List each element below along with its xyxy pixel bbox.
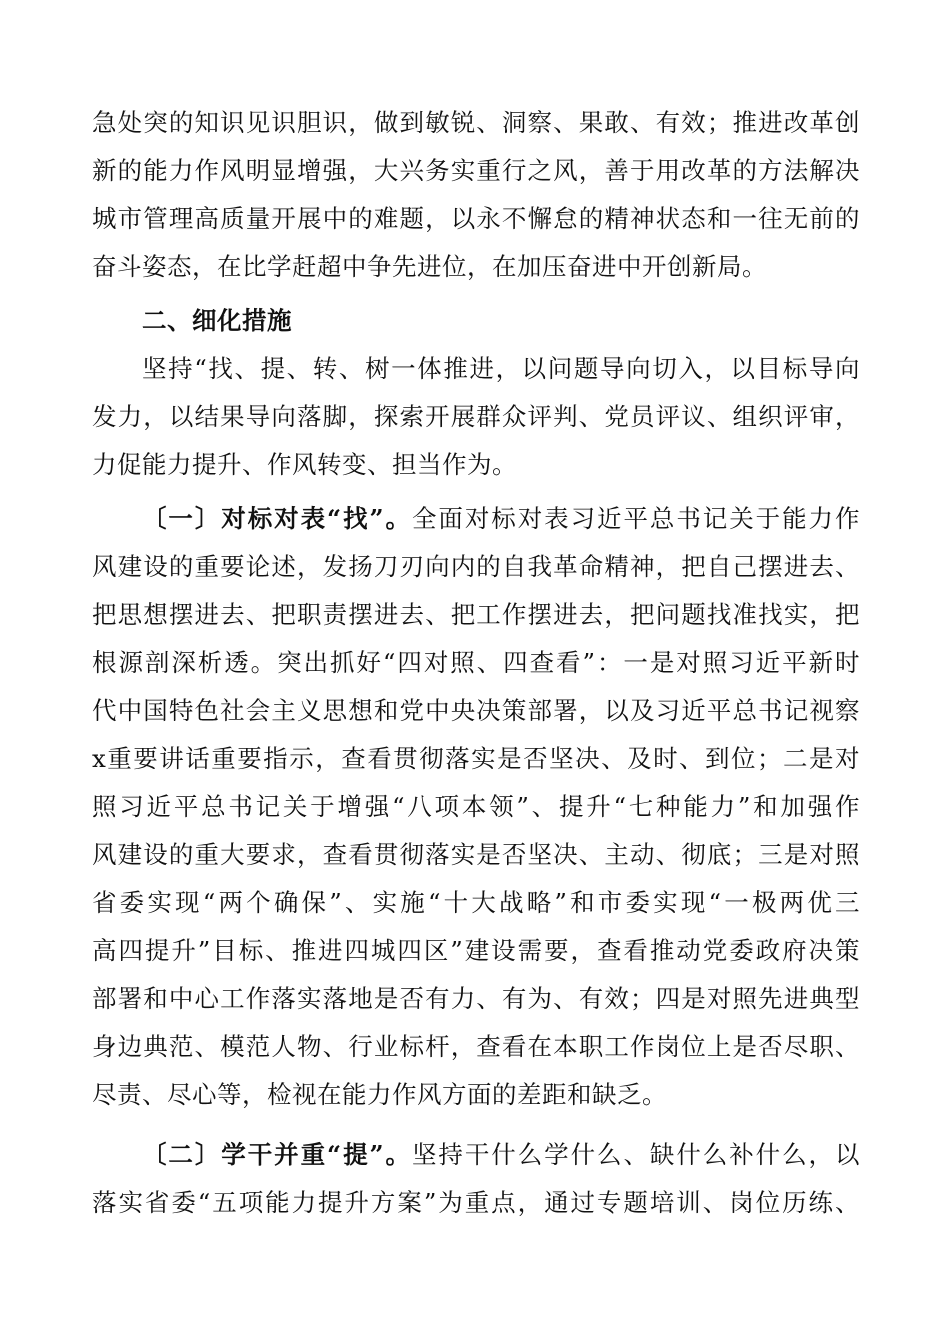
- paragraph-line: 照习近平总书记关于增强“八项本领”、提升“七种能力”和加强作: [92, 792, 860, 821]
- paragraph-line: 坚持“找、提、转、树一体推进，以问题导向切入，以目标导向: [142, 354, 860, 383]
- paragraph-line: 新的能力作风明显增强，大兴务实重行之风，善于用改革的方法解决: [92, 156, 860, 185]
- paragraph-line: 身边典范、模范人物、行业标杆，查看在本职工作岗位上是否尽职、: [92, 1032, 860, 1061]
- paragraph-line: 发力，以结果导向落脚，探索开展群众评判、党员评议、组织评审，: [92, 402, 860, 431]
- subsection-title: 〔二〕学干并重“提”。: [142, 1140, 412, 1169]
- paragraph-line: 城市管理高质量开展中的难题，以永不懈怠的精神状态和一往无前的: [92, 204, 860, 233]
- section-heading: 二、细化措施: [142, 306, 292, 335]
- paragraph-line: 省委实现“两个确保”、实施“十大战略”和市委实现“一极两优三: [92, 888, 860, 917]
- paragraph-line: 根源剖深析透。突出抓好“四对照、四查看”：一是对照习近平新时: [92, 648, 860, 677]
- subsection-text: 坚持干什么学什么、缺什么补什么，以: [412, 1140, 860, 1169]
- paragraph-line: 风建设的重大要求，查看贯彻落实是否坚决、主动、彻底；三是对照: [92, 840, 860, 869]
- paragraph-line: 奋斗姿态，在比学赶超中争先进位，在加压奋进中开创新局。: [92, 252, 767, 281]
- subsection-title: 〔一〕对标对表“找”。: [142, 504, 412, 533]
- paragraph-line: x重要讲话重要指示，查看贯彻落实是否坚决、及时、到位；二是对: [92, 744, 860, 773]
- subsection-text: 全面对标对表习近平总书记关于能力作: [412, 504, 860, 533]
- paragraph-line: 把思想摆进去、把职责摆进去、把工作摆进去，把问题找准找实，把: [92, 600, 860, 629]
- subsection-first-line: [142, 504, 860, 534]
- paragraph-line: 高四提升”目标、推进四城四区”建设需要，查看推动党委政府决策: [92, 936, 860, 965]
- paragraph-line: 代中国特色社会主义思想和党中央决策部署，以及习近平总书记视察: [92, 696, 860, 725]
- paragraph-line: 部署和中心工作落实落地是否有力、有为、有效；四是对照先进典型: [92, 984, 860, 1013]
- paragraph-line: 落实省委“五项能力提升方案”为重点，通过专题培训、岗位历练、: [92, 1188, 860, 1217]
- paragraph-line: 风建设的重要论述，发扬刀刃向内的自我革命精神，把自己摆进去、: [92, 552, 860, 581]
- paragraph-line: 力促能力提升、作风转变、担当作为。: [92, 450, 517, 479]
- paragraph-line: 急处突的知识见识胆识，做到敏锐、洞察、果敢、有效；推进改革创: [92, 108, 860, 137]
- paragraph-line: 尽责、尽心等，检视在能力作风方面的差距和缺乏。: [92, 1080, 667, 1109]
- subsection-first-line: [142, 1140, 860, 1170]
